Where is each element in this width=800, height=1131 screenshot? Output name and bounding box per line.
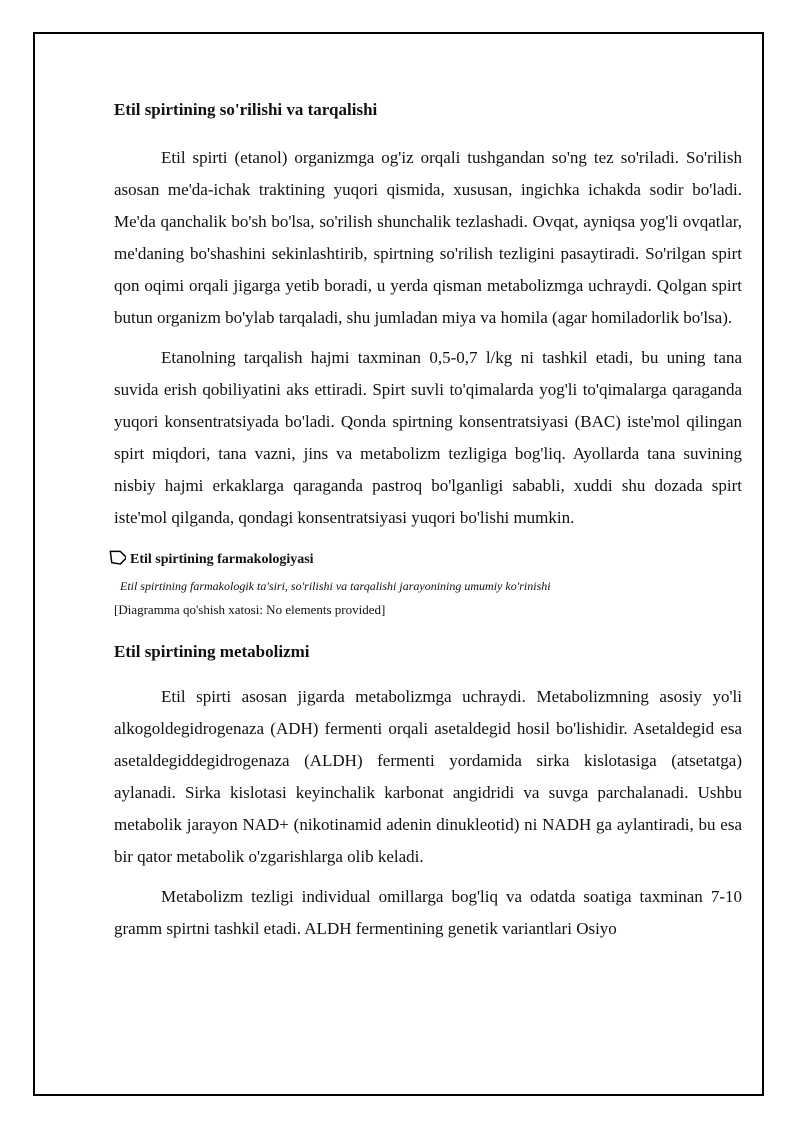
figure-caption: Etil spirtining farmakologik ta'siri, so'rilishi va tarqalishi jarayonining umumiy ko'rinishi bbox=[120, 579, 551, 593]
paragraph-metabolism-rate: Metabolizm tezligi individual omillarga bog'liq va odatda soatiga taxminan 7-10 gramm spirtni tashkil etadi. ALDH fermentining genetik variantlari Osiyo bbox=[114, 887, 742, 938]
paragraph-absorption: Etil spirti (etanol) organizmga og'iz orqali tushgandan so'ng tez so'riladi. So'rilish asosan me'da-ichak traktining yuqori qismida, xususan, ingichka ichakda sodir bo'ladi. Me'da qanchalik bo'sh bo'lsa, so'rilish shunchalik tezlashadi. Ovqat, ayniqsa yog'li ovqatlar, me'daning bo'shashini sekinlashtirib, spirtning so'rilish tezligini pasaytiradi. So'rilgan spirt qon oqimi orqali jigarga yetib boradi, u yerda qisman metabolizmga uchraydi. Qolgan spirt butun organizm bo'ylab tarqaladi, shu jumladan miya va homila (agar homiladorlik bo'lsa). bbox=[114, 148, 742, 327]
section-heading-absorption: Etil spirtining so'rilishi va tarqalishi bbox=[114, 100, 378, 119]
tag-icon bbox=[106, 548, 126, 572]
paragraph-metabolism: Etil spirti asosan jigarda metabolizmga uchraydi. Metabolizmning asosiy yo'li alkogoldegidrogenaza (ADH) fermenti orqali asetaldegid hosil bo'lishidir. Asetaldegid esa asetaldegiddegidrogenaza (ALDH) fermenti yordamida sirka kislotasiga (atsetatga) aylanadi. Sirka kislotasi keyinchalik karbonat angidridi va suvga parchalanadi. Ushbu metabolik jarayon NAD+ (nikotinamid adenin dinukleotid) ni NADH ga aylantiradi, bu esa bir qator metabolik o'zgarishlarga olib keladi. bbox=[114, 687, 742, 866]
section-heading-metabolism: Etil spirtining metabolizmi bbox=[114, 642, 310, 661]
figure-title-text: Etil spirtining farmakologiyasi bbox=[130, 552, 314, 567]
paragraph-distribution: Etanolning tarqalish hajmi taxminan 0,5-0,7 l/kg ni tashkil etadi, bu uning tana suvida erish qobiliyatini aks ettiradi. Spirt suvli to'qimalarda yog'li to'qimalarga qaraganda yuqori konsentratsiyada bo'ladi. Qonda spirtning konsentratsiyasi (BAC) iste'mol qilingan spirt miqdori, tana vazni, jins va metabolizm tezligiga bog'liq. Ayollarda tana suvining nisbiy hajmi erkaklarga qaraganda pastroq bo'lganligi sababli, xuddi shu dozada spirt iste'mol qilganda, qondagi konsentratsiyasi yuqori bo'lishi mumkin. bbox=[114, 348, 742, 527]
figure-title bbox=[106, 548, 742, 572]
figure-error-message: [Diagramma qo'shish xatosi: No elements provided] bbox=[114, 602, 386, 617]
document-body bbox=[114, 96, 742, 945]
